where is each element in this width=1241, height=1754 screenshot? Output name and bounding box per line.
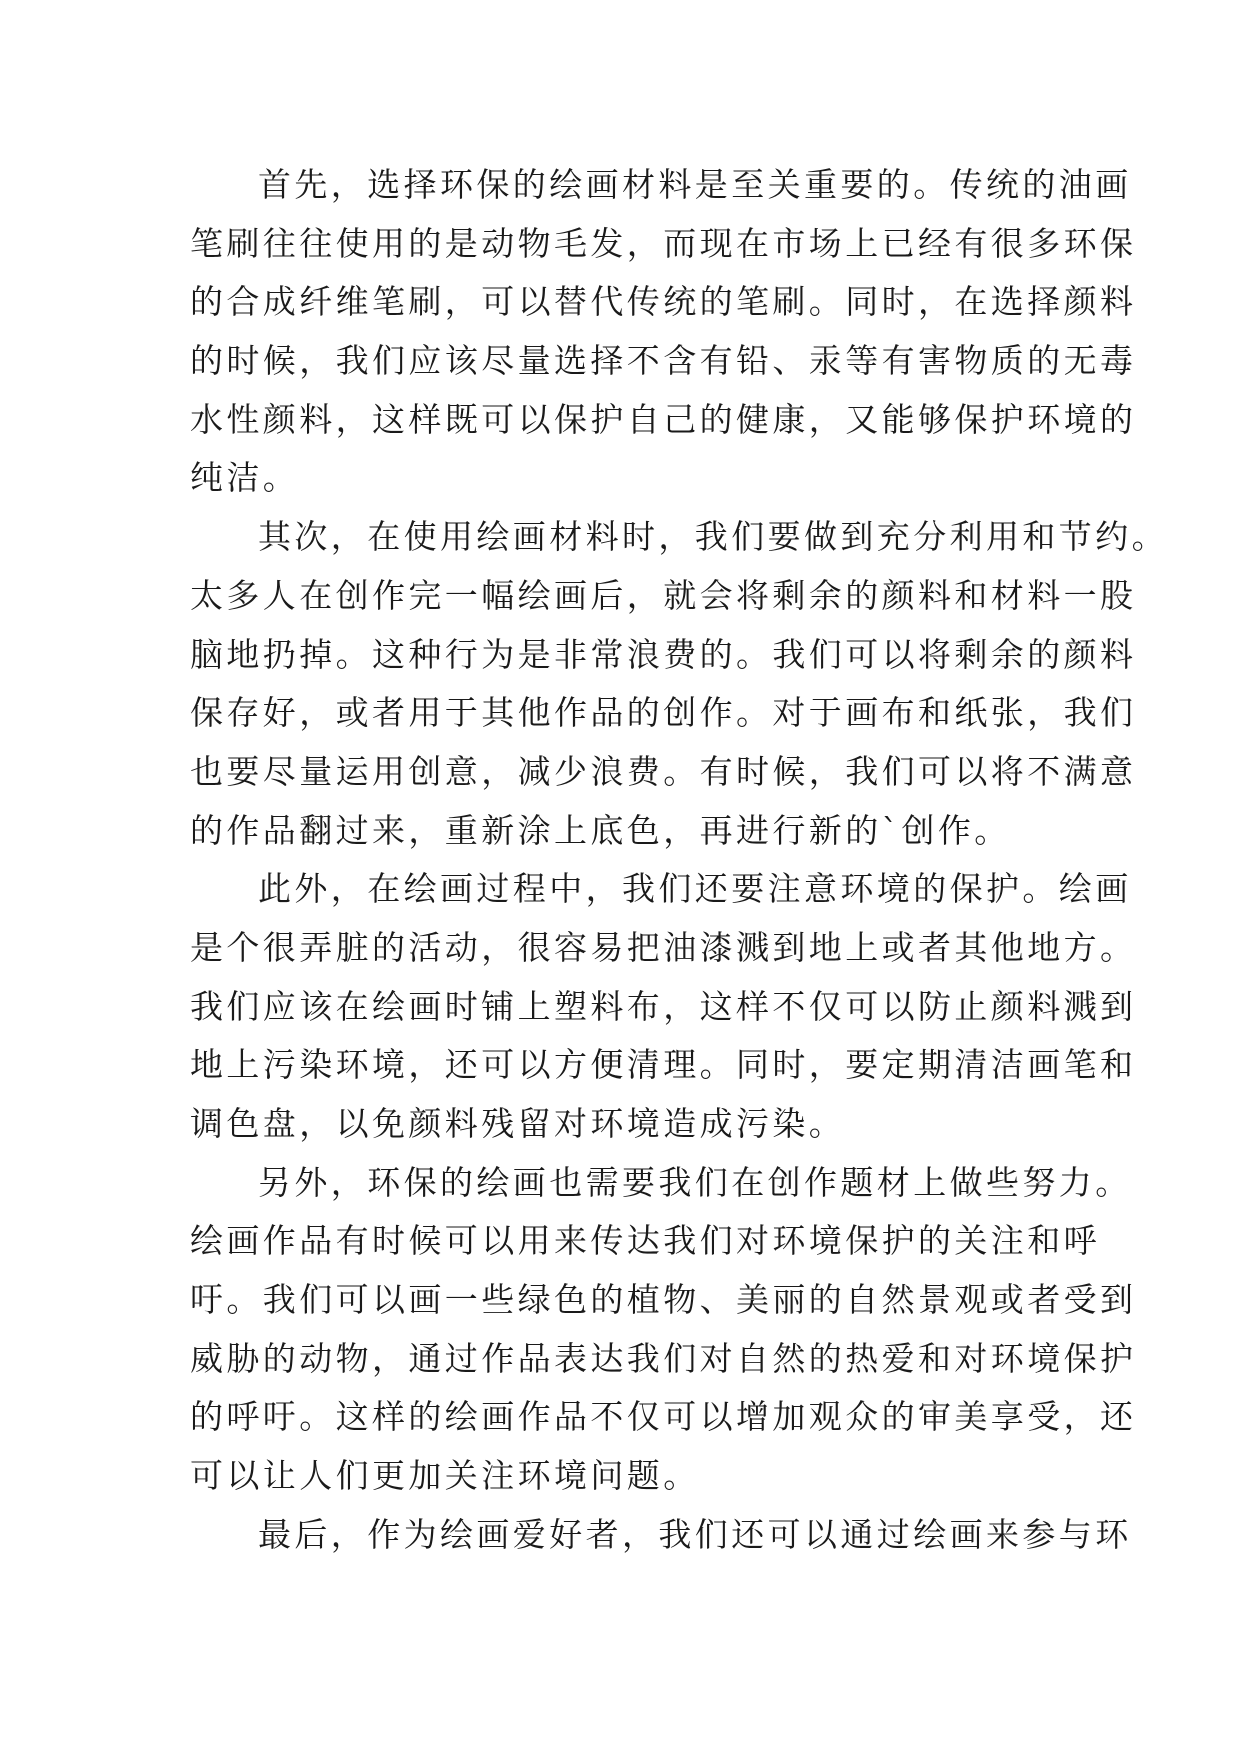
text-line: 威胁的动物，通过作品表达我们对自然的热爱和对环境保护: [190, 1338, 1137, 1378]
text-line: 纯洁。: [190, 458, 300, 498]
text-line: 太多人在创作完一幅绘画后，就会将剩余的颜料和材料一股: [190, 575, 1137, 615]
text-line: 的合成纤维笔刷，可以替代传统的笔刷。同时，在选择颜料: [190, 282, 1137, 322]
text-line: 最后，作为绘画爱好者，我们还可以通过绘画来参与环: [258, 1514, 1132, 1554]
text-line: 我们应该在绘画时铺上塑料布，这样不仅可以防止颜料溅到: [190, 986, 1137, 1026]
text-line: 脑地扔掉。这种行为是非常浪费的。我们可以将剩余的颜料: [190, 634, 1137, 674]
text-line: 的呼吁。这样的绘画作品不仅可以增加观众的审美享受，还: [190, 1397, 1137, 1437]
document-page: [190, 156, 1168, 1565]
text-line: 另外，环保的绘画也需要我们在创作题材上做些努力。: [258, 1162, 1132, 1202]
text-line: 吁。我们可以画一些绿色的植物、美丽的自然景观或者受到: [190, 1280, 1137, 1320]
text-line: 的时候，我们应该尽量选择不含有铅、汞等有害物质的无毒: [190, 341, 1137, 381]
text-line: 地上污染环境，还可以方便清理。同时，要定期清洁画笔和: [190, 1045, 1137, 1085]
text-line: 也要尽量运用创意，减少浪费。有时候，我们可以将不满意: [190, 751, 1137, 791]
paragraph-2: [190, 508, 1168, 860]
paragraph-5: [190, 1506, 1132, 1565]
text-line: 此外，在绘画过程中，我们还要注意环境的保护。绘画: [258, 869, 1132, 909]
text-line: 的作品翻过来，重新涂上底色，再进行新的`创作。: [190, 810, 1011, 850]
text-line: 笔刷往往使用的是动物毛发，而现在市场上已经有很多环保: [190, 223, 1137, 263]
text-line: 首先，选择环保的绘画材料是至关重要的。传统的油画: [258, 165, 1132, 204]
text-line: 绘画作品有时候可以用来传达我们对环境保护的关注和呼: [190, 1221, 1100, 1261]
text-line: 水性颜料，这样既可以保护自己的健康，又能够保护环境的: [190, 399, 1137, 439]
text-line: 调色盘，以免颜料残留对环境造成污染。: [190, 1104, 846, 1143]
paragraph-4: [190, 1154, 1137, 1506]
paragraph-1: [190, 156, 1137, 508]
text-line: 可以让人们更加关注环境问题。: [190, 1456, 700, 1496]
text-line: 其次，在使用绘画材料时，我们要做到充分利用和节约。: [258, 517, 1168, 557]
text-line: 保存好，或者用于其他作品的创作。对于画布和纸张，我们: [190, 693, 1137, 733]
text-line: 是个很弄脏的活动，很容易把油漆溅到地上或者其他地方。: [190, 927, 1137, 967]
paragraph-3: [190, 860, 1137, 1153]
